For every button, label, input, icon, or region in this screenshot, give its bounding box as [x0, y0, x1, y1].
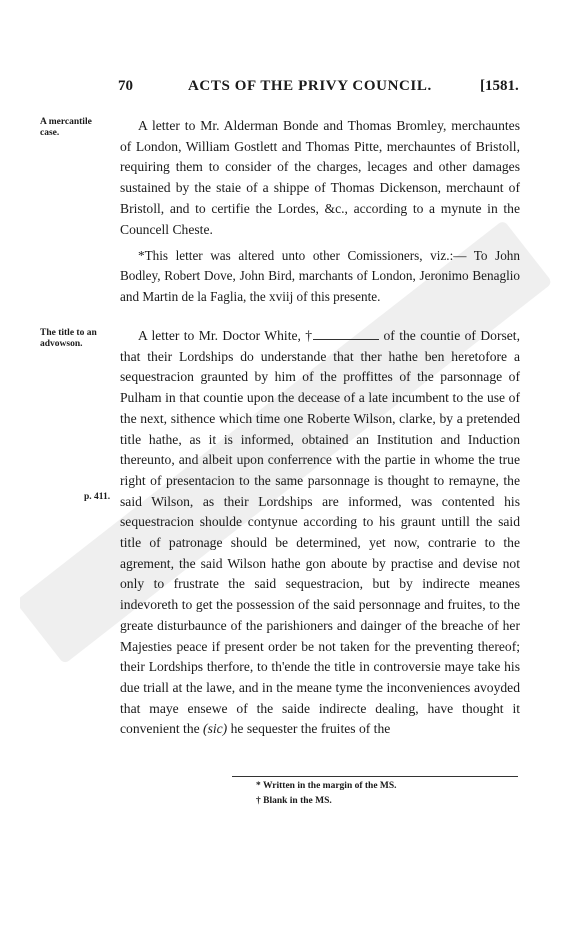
footnote-rule: [232, 776, 518, 777]
sic-marker: (sic): [203, 721, 228, 737]
paragraph-letter-bonde: A letter to Mr. Alderman Bonde and Thomas Bromley, merchauntes of London, William Gostlett and Thomas Pitte, merchauntes of Bristoll, requiring them to consider of the charges, lecages and other damages sustained by the staie of a shippe of Thomas Dickenson, merchaunt of Bristoll, and to certifie the Lordes, &c., according to a mynute in the Councell Cheste.: [120, 118, 520, 237]
paragraph-altered-note: *This letter was altered unto other Comissioners, viz.:— To John Bodley, Robert Dove, John Bird, marchants of London, Jeronimo Benaglio and Martin de la Faglia, the xviij of this presente.: [120, 248, 520, 304]
letter-white-ending: he sequester the fruites of the: [227, 721, 391, 737]
margin-note-advowson: The title to an advowson.: [40, 328, 97, 349]
blank-line: [313, 329, 379, 340]
margin-note-mercantile: A mercantile case.: [40, 117, 92, 138]
running-header: [0, 78, 567, 100]
footnote-margin: * Written in the margin of the MS.: [256, 781, 397, 791]
running-title: ACTS OF THE PRIVY COUNCIL.: [188, 78, 432, 94]
page-year: [1581.: [480, 78, 519, 94]
letter-white-body: of the countie of Dorset, that their Lordships do understande that ther hathe ben heretofore a sequestracion graunted by him of the proffittes of the parsonnage of Pulham in that countie upon the decease of a late incumbent to the use of the next, sithence which time one Roberte Wilson, clarke, by a pretended title hathe, as it is informed, obtained an Institution and Induction thereunto, and albeit upon conferrence with the partie in whome the true right of presentacion to the same parsonnage is thought to remayne, the said Wilson, as their Lordships are informed, was contented his sequestracion shoulde contynue according to his graunt untill the said title of patronage should be determined, yet now, contrarie to the agrement, the said Wilson hathe gon aboute by practise and devise not only to frustrate the said sequestracion, but by indirecte meanes indevoreth to get the possession of the said personnage and fruites, to the greate disturbaunce of the parishioners and dainger of the breache of her Majesties peace if present order be not taken for the preventing thereof; their Lordships therfore, to th'ende the title in controversie maye take his due triall at the lawe, and in the meane tyme the inconveniences avoyded that maye ensewe of the saide indirecte dealing, have thought it convenient the: [120, 328, 520, 737]
footnote-blank: † Blank in the MS.: [256, 796, 332, 806]
letter-white-opening: A letter to Mr. Doctor White, †: [138, 328, 314, 343]
margin-page-reference: p. 411.: [84, 492, 111, 502]
page-number: 70: [118, 78, 133, 94]
paragraph-letter-white: [120, 326, 520, 740]
